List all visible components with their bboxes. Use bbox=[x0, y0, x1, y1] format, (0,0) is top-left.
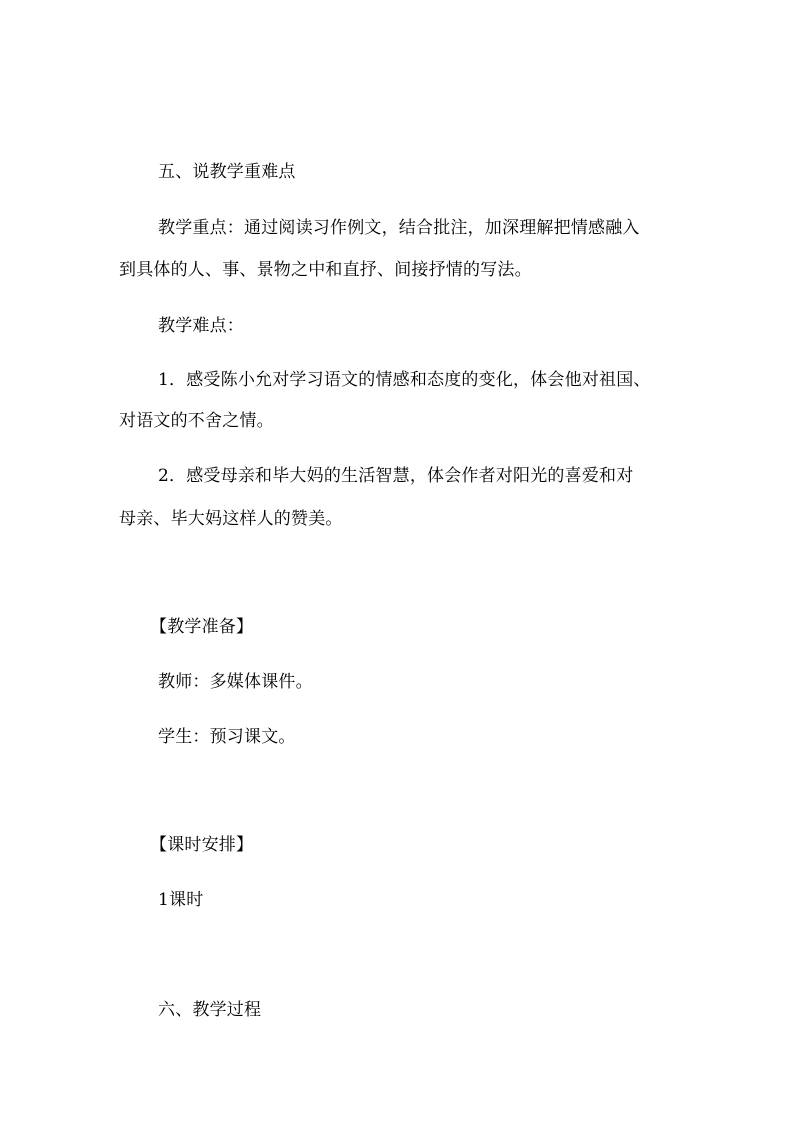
section-heading-difficulty: 五、说教学重难点 bbox=[158, 162, 296, 182]
difficulty-item-1-line-1: 1．感受陈小允对学习语文的情感和态度的变化，体会他对祖国、 bbox=[158, 370, 651, 390]
preparation-student: 学生：预习课文。 bbox=[158, 727, 296, 747]
difficulty-item-2-line-2: 母亲、毕大妈这样人的赞美。 bbox=[119, 509, 343, 529]
section-heading-schedule: 【课时安排】 bbox=[150, 835, 254, 855]
schedule-value: 1课时 bbox=[158, 890, 204, 910]
key-point-line-2: 到具体的人、事、景物之中和直抒、间接抒情的写法。 bbox=[119, 260, 532, 280]
preparation-teacher: 教师：多媒体课件。 bbox=[158, 672, 313, 692]
section-heading-preparation: 【教学准备】 bbox=[150, 617, 254, 637]
difficulty-item-2-line-1: 2．感受母亲和毕大妈的生活智慧，体会作者对阳光的喜爱和对 bbox=[158, 466, 634, 486]
difficulty-label: 教学难点： bbox=[158, 316, 244, 336]
difficulty-item-1-line-2: 对语文的不舍之情。 bbox=[119, 411, 274, 431]
key-point-line-1: 教学重点：通过阅读习作例文，结合批注，加深理解把情感融入 bbox=[158, 218, 640, 238]
section-heading-process: 六、教学过程 bbox=[158, 1000, 262, 1020]
